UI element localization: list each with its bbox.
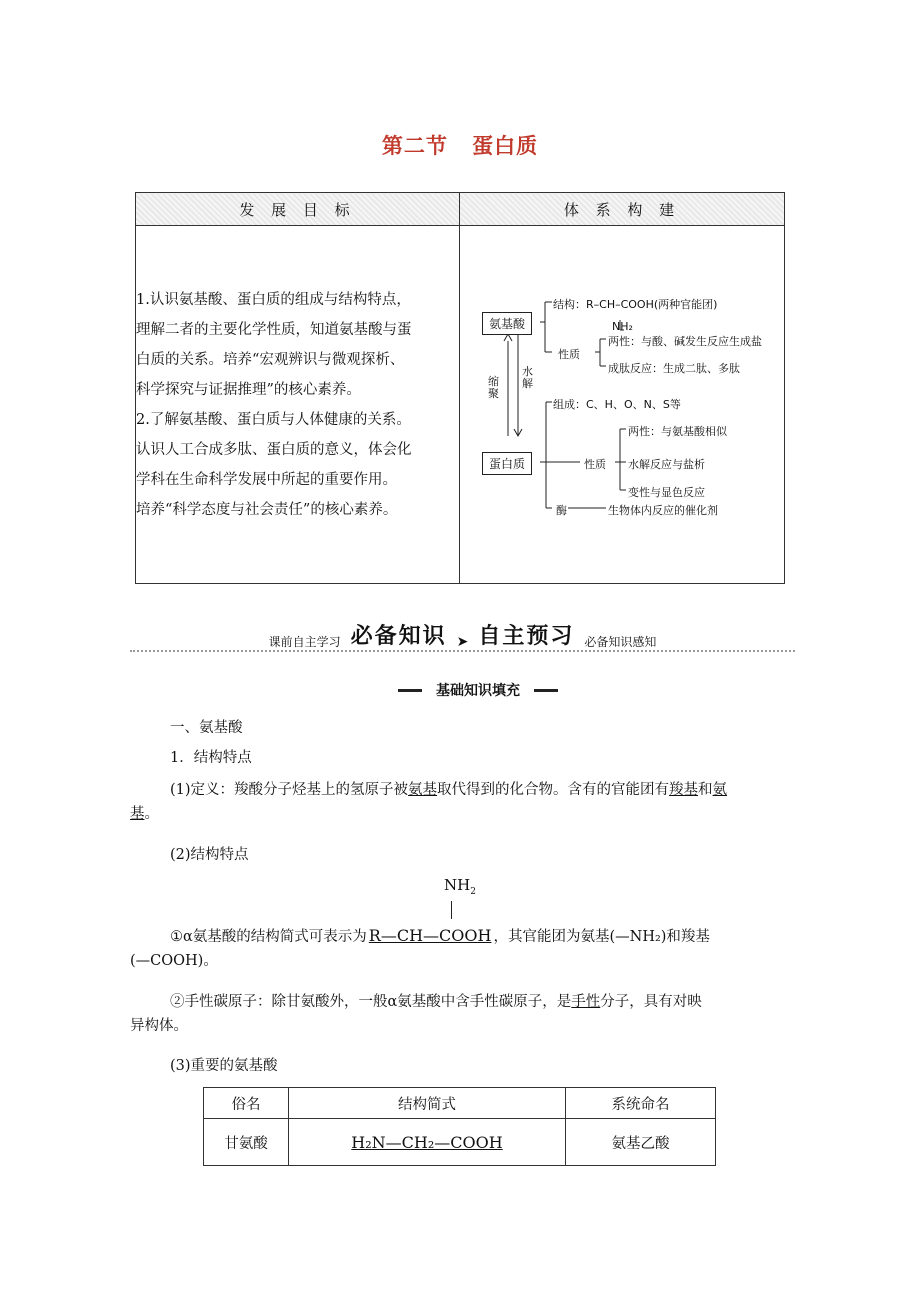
general-formula: R—CH—COOH — [368, 926, 492, 945]
goal-line: 白质的关系。培养“宏观辨识与微观探析、 — [136, 351, 405, 368]
protein-property-3: 变性与显色反应 — [628, 486, 705, 499]
text: 异构体。 — [130, 1018, 188, 1034]
chiral-paragraph — [130, 990, 795, 1038]
goals-header-left: 发 展 目 标 — [136, 193, 460, 226]
nh2-label: NH₂ — [612, 320, 633, 333]
goal-line: 培养“科学态度与社会责任”的核心素养。 — [136, 501, 398, 518]
heading-structural-features: (2)结构特点 — [170, 847, 249, 863]
composition-label: 组成：C、H、O、N、S等 — [553, 398, 681, 411]
nh-text: NH — [444, 876, 471, 894]
section-name: 蛋白质 — [472, 133, 539, 158]
protein-property-2: 水解反应与盐析 — [628, 458, 705, 471]
amino-acid-box: 氨基酸 — [482, 312, 532, 335]
text: ①α氨基酸的结构简式可表示为 — [170, 929, 367, 945]
heading-structure: 1．结构特点 — [170, 750, 252, 766]
glycine-formula: H₂N—CH₂—COOH — [351, 1132, 503, 1152]
protein-box: 蛋白质 — [482, 452, 532, 475]
fill-title-text: 基础知识填充 — [436, 683, 520, 699]
protein-property-label: 性质 — [584, 458, 606, 471]
table-row — [204, 1119, 716, 1166]
banner-left: 课前自主学习 — [268, 635, 341, 649]
header-formula: 结构简式 — [289, 1088, 566, 1119]
formula-nh2 — [444, 876, 476, 897]
header-systematic-name: 系统命名 — [566, 1088, 716, 1119]
text: 和 — [698, 782, 713, 798]
text: ，其官能团为氨基(—NH₂)和羧基 — [493, 929, 710, 945]
hydrolysis-label: 水解 — [522, 365, 533, 390]
banner-divider — [130, 650, 795, 652]
structure-label: 结构：R–CH–COOH(两种官能团) — [553, 298, 718, 311]
heading-important-amino: (3)重要的氨基酸 — [170, 1058, 278, 1074]
condense-label: 缩聚 — [488, 375, 499, 400]
text: 取代得到的化合物。含有的官能团有 — [437, 782, 670, 798]
text: 。 — [144, 806, 159, 822]
goal-line: 认识人工合成多肽、蛋白质的意义，体会化 — [136, 441, 412, 458]
banner-main-2: 自主预习 — [478, 623, 575, 649]
arrow-icon: ➤ — [456, 634, 469, 650]
title-bar-left — [398, 689, 422, 692]
property-1: 两性：与酸、碱发生反应生成盐 — [608, 335, 762, 348]
text: (1)定义：羧酸分子烃基上的氢原子被 — [170, 782, 409, 798]
goal-line: 理解二者的主要化学性质，知道氨基酸与蛋 — [136, 321, 412, 338]
goal-line: 科学探究与证据推理”的核心素养。 — [136, 381, 361, 398]
system-diagram — [460, 226, 784, 583]
banner-main-1: 必备知识 — [350, 623, 447, 649]
cell-common-name: 甘氨酸 — [204, 1119, 289, 1166]
goal-line: 学科在生命科学发展中所起的重要作用。 — [136, 471, 397, 488]
property-2: 成肽反应：生成二肽、多肽 — [608, 362, 740, 375]
formula-bond — [451, 901, 452, 919]
blank-answer: 氨基 — [408, 782, 438, 798]
text: ②手性碳原子：除甘氨酸外，一般α氨基酸中含手性碳原子，是 — [170, 994, 572, 1010]
heading-amino: 一、氨基酸 — [170, 720, 243, 736]
enzyme-label: 酶 — [556, 504, 567, 517]
goals-header-right: 体 系 构 建 — [460, 193, 785, 226]
blank-answer: 手性 — [571, 994, 601, 1010]
property-label: 性质 — [558, 348, 580, 361]
text: (—COOH)。 — [130, 953, 218, 969]
title-bar-right — [534, 689, 558, 692]
blank-answer: 羧基 — [669, 782, 699, 798]
table-header-row — [204, 1088, 716, 1119]
enzyme-description: 生物体内反应的催化剂 — [608, 504, 718, 517]
goal-line: 2.了解氨基酸、蛋白质与人体健康的关系。 — [136, 411, 411, 428]
blank-answer: 基 — [130, 806, 145, 822]
subscript: 2 — [470, 887, 476, 897]
banner-right: 必备知识感知 — [584, 635, 657, 649]
section-banner — [130, 622, 795, 650]
cell-systematic-name: 氨基乙酸 — [566, 1119, 716, 1166]
protein-property-1: 两性：与氨基酸相似 — [628, 425, 727, 438]
section-number: 第二节 — [381, 133, 448, 158]
fill-section-title — [398, 680, 558, 700]
goal-line: 1.认识氨基酸、蛋白质的组成与结构特点， — [136, 291, 411, 308]
alpha-paragraph — [130, 924, 795, 973]
goals-table — [135, 192, 785, 584]
amino-acid-table — [203, 1087, 716, 1166]
goals-text — [136, 226, 460, 584]
system-diagram-cell — [460, 226, 785, 584]
header-common-name: 俗名 — [204, 1088, 289, 1119]
page-title — [0, 130, 920, 160]
cell-formula — [289, 1119, 566, 1166]
definition-paragraph — [130, 778, 795, 826]
text: 分子，具有对映 — [600, 994, 702, 1010]
blank-answer: 氨 — [712, 782, 728, 798]
